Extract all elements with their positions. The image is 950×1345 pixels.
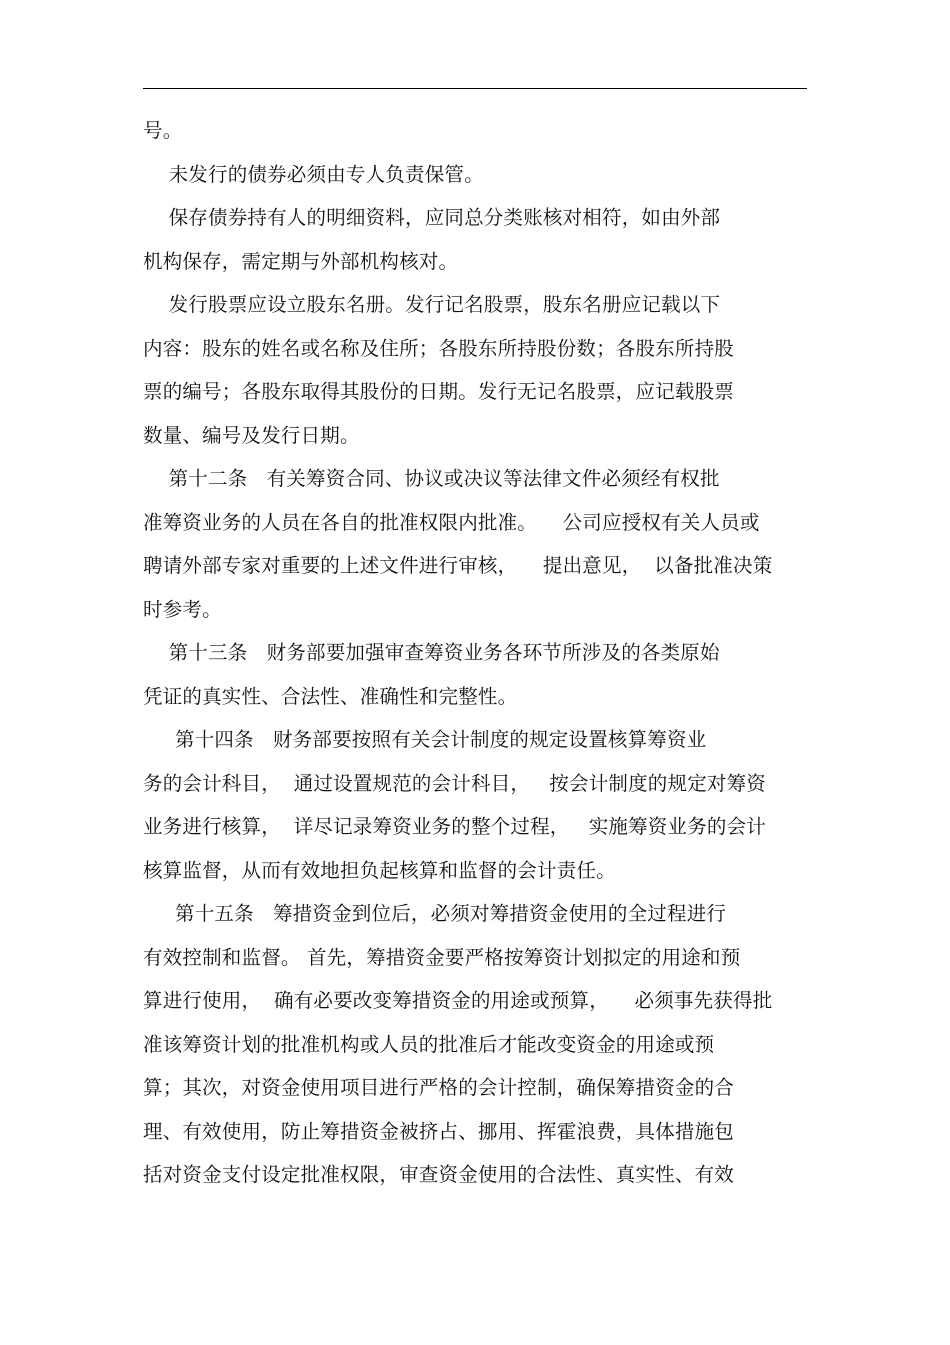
text-line: 第十二条 有关筹资合同、协议或决议等法律文件必须经有权批 <box>143 467 720 490</box>
text-line: 括对资金支付设定批准权限，审查资金使用的合法性、真实性、有效 <box>143 1163 735 1186</box>
text-line: 第十五条 筹措资金到位后，必须对筹措资金使用的全过程进行 <box>143 902 727 925</box>
text-line: 聘请外部专家对重要的上述文件进行审核， 提出意见， 以备批准决策 <box>143 554 773 577</box>
text-line: 数量、编号及发行日期。 <box>143 423 360 447</box>
text-line: 号。 <box>143 119 183 142</box>
text-line: 票的编号；各股东取得其股份的日期。发行无记名股票，应记载股票 <box>143 380 735 403</box>
text-line: 内容：股东的姓名或名称及住所；各股东所持股份数；各股东所持股 <box>143 336 735 360</box>
header-rule <box>143 88 807 89</box>
text-line: 算进行使用， 确有必要改变筹措资金的用途或预算， 必须事先获得批 <box>143 989 773 1012</box>
text-line: 凭证的真实性、合法性、准确性和完整性。 <box>143 684 518 708</box>
text-line: 第十四条 财务部要按照有关会计制度的规定设置核算筹资业 <box>143 728 707 751</box>
text-line: 第十三条 财务部要加强审查筹资业务各环节所涉及的各类原始 <box>143 641 720 664</box>
text-line: 核算监督，从而有效地担负起核算和监督的会计责任。 <box>143 858 616 882</box>
body-text <box>143 109 813 1197</box>
text-line: 保存债券持有人的明细资料，应同总分类账核对相符，如由外部 <box>143 206 721 229</box>
text-line: 理、有效使用，防止筹措资金被挤占、挪用、挥霍浪费，具体措施包 <box>143 1119 735 1143</box>
text-line: 准筹资业务的人员在各自的批准权限内批准。 公司应授权有关人员或 <box>143 510 760 534</box>
text-line: 有效控制和监督。 首先，筹措资金要严格按筹资计划拟定的用途和预 <box>143 945 741 969</box>
text-line: 时参考。 <box>143 597 222 621</box>
text-line: 务的会计科目， 通过设置规范的会计科目， 按会计制度的规定对筹资 <box>143 771 766 795</box>
text-line: 准该筹资计划的批准机构或人员的批准后才能改变资金的用途或预 <box>143 1032 715 1056</box>
text-line: 算；其次，对资金使用项目进行严格的会计控制，确保筹措资金的合 <box>143 1076 735 1099</box>
text-line: 未发行的债券必须由专人负责保管。 <box>143 162 484 186</box>
text-line: 业务进行核算， 详尽记录筹资业务的整个过程， 实施筹资业务的会计 <box>143 815 766 838</box>
text-line: 机构保存，需定期与外部机构核对。 <box>143 249 459 273</box>
text-line: 发行股票应设立股东名册。发行记名股票，股东名册应记载以下 <box>143 293 721 316</box>
